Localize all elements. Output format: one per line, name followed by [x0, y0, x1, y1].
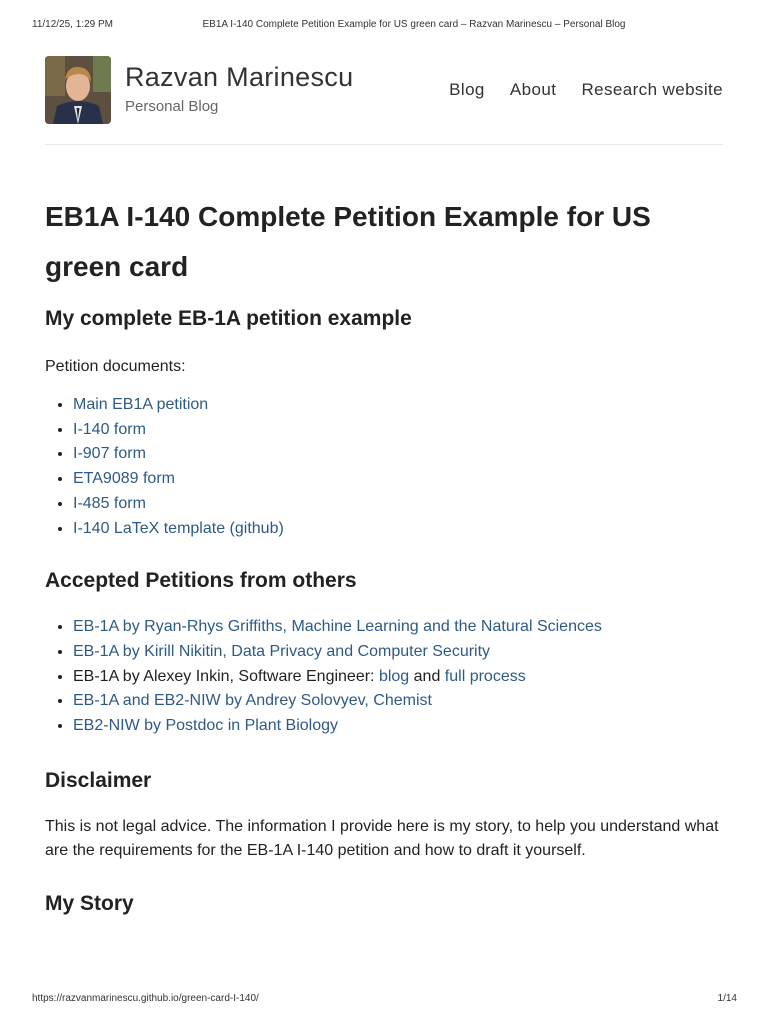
- main-nav: [429, 80, 723, 100]
- link-latex-template[interactable]: I-140 LaTeX template (github): [73, 519, 284, 537]
- list-item: [73, 418, 723, 443]
- list-item: [73, 689, 723, 714]
- nav-blog[interactable]: Blog: [449, 80, 485, 99]
- list-item: [73, 442, 723, 467]
- link-inkin-blog[interactable]: blog: [378, 667, 410, 685]
- link-inkin-full-process[interactable]: full process: [444, 667, 526, 685]
- link-plant-biology[interactable]: EB2-NIW by Postdoc in Plant Biology: [73, 717, 339, 735]
- list-item: [73, 615, 723, 640]
- disclaimer-text: This is not legal advice. The information I provide here is my story, to help you understand what are the requirements for the EB-1A I-140 petition and how to draft it yourself.: [45, 817, 719, 859]
- nav-about[interactable]: About: [509, 80, 557, 99]
- print-datetime: 11/12/25, 1:29 PM: [32, 19, 113, 30]
- article-title: EB1A I-140 Complete Petition Example for US green card: [45, 201, 651, 282]
- site-title[interactable]: Razvan Marinescu: [125, 62, 354, 92]
- inkin-text: EB-1A by Alexey Inkin, Software Engineer:: [73, 667, 379, 685]
- accepted-petitions-list: [45, 615, 723, 739]
- link-eta9089-form[interactable]: ETA9089 form: [73, 470, 175, 488]
- section-heading-story: My Story: [45, 891, 134, 915]
- site-header: [45, 56, 723, 145]
- link-main-petition[interactable]: Main EB1A petition: [73, 396, 209, 413]
- list-item: [73, 665, 723, 690]
- section-heading-petition: My complete EB-1A petition example: [45, 307, 412, 330]
- and-text: and: [409, 667, 445, 685]
- avatar-photo-icon: [45, 56, 111, 124]
- section-heading-disclaimer: Disclaimer: [45, 768, 152, 792]
- petition-documents-list: [45, 393, 723, 541]
- list-item: [73, 517, 723, 542]
- link-i485-form[interactable]: I-485 form: [73, 494, 146, 512]
- petition-intro: Petition documents:: [45, 358, 186, 375]
- list-item: [73, 467, 723, 492]
- print-header: [0, 19, 768, 33]
- nav-research-website[interactable]: Research website: [581, 80, 723, 99]
- list-item: [73, 714, 723, 739]
- print-page-number: 1/14: [717, 993, 737, 1004]
- avatar[interactable]: [45, 56, 111, 124]
- link-griffiths[interactable]: EB-1A by Ryan-Rhys Griffiths, Machine Learning and the Natural Sciences: [73, 618, 602, 636]
- link-i907-form[interactable]: I-907 form: [73, 445, 146, 463]
- link-nikitin[interactable]: EB-1A by Kirill Nikitin, Data Privacy and Computer Security: [73, 642, 491, 660]
- list-item: [73, 640, 723, 665]
- print-page-title: EB1A I-140 Complete Petition Example for US green card – Razvan Marinescu – Personal Blog: [202, 19, 626, 30]
- link-i140-form[interactable]: I-140 form: [73, 420, 146, 438]
- site-tagline: Personal Blog: [125, 98, 219, 115]
- print-url: https://razvanmarinescu.github.io/green-card-I-140/: [32, 993, 259, 1004]
- section-heading-accepted: Accepted Petitions from others: [45, 569, 357, 593]
- list-item: [73, 393, 723, 418]
- link-solovyev[interactable]: EB-1A and EB2-NIW by Andrey Solovyev, Chemist: [73, 692, 432, 710]
- list-item: [73, 492, 723, 517]
- article: [45, 192, 723, 916]
